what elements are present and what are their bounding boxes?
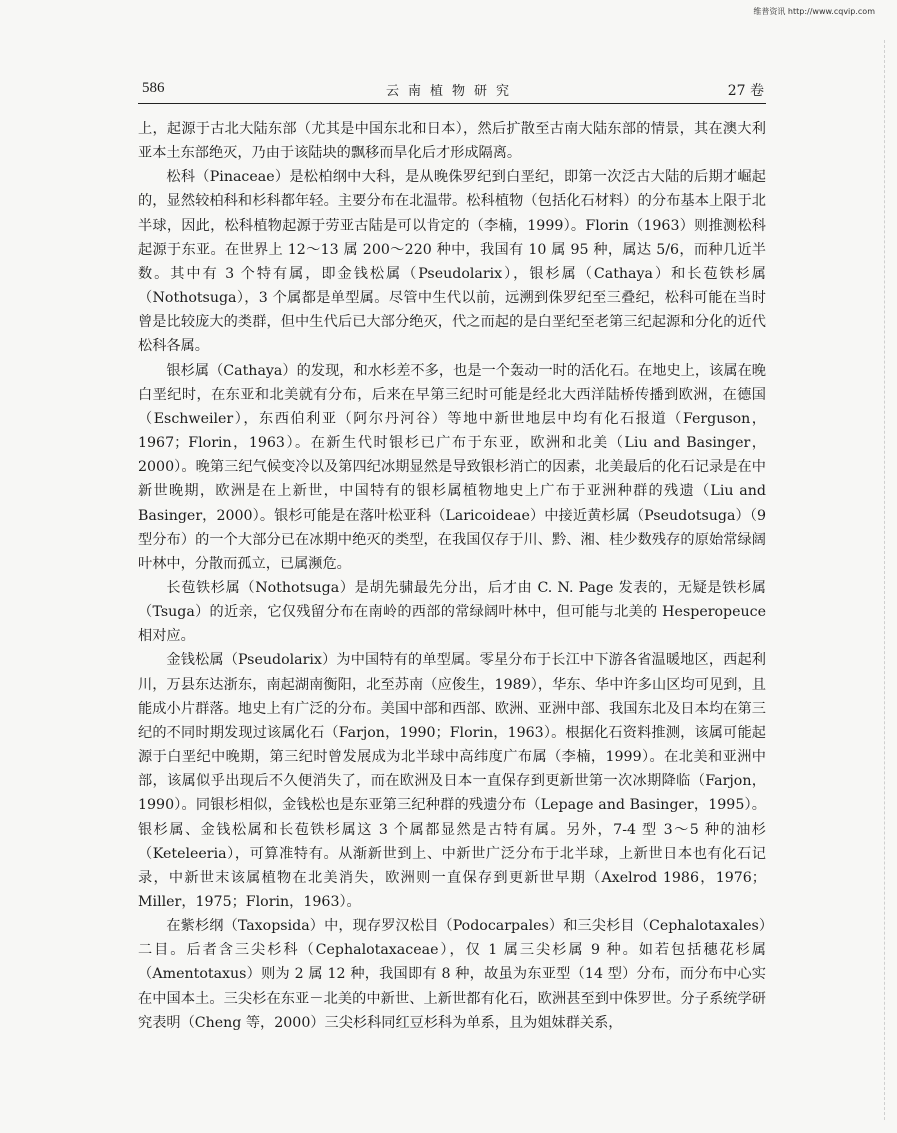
header-rule <box>138 103 766 104</box>
paragraph-cathaya: 银杉属（Cathaya）的发现，和水杉差不多，也是一个轰动一时的活化石。在地史上，该属在晚白垩纪时，在东亚和北美就有分布，后来在早第三纪时可能是经北大西洋陆桥传播到欧洲，在德国（Eschweiler），东西伯利亚（阿尔丹河谷）等地中新世地层中均有化石报道（Ferguson，1967；Florin，1963）。在新生代时银杉已广布于东亚，欧洲和北美（Liu and Basinger，2000）。晚第三纪气候变冷以及第四纪冰期显然是导致银杉消亡的因素，北美最后的化石记录是在中新世晚期，欧洲是在上新世，中国特有的银杉属植物地史上广布于亚洲种群的残遗（Liu and Basinger，2000）。银杉可能是在落叶松亚科（Laricoideae）中接近黄杉属（Pseudotsuga）（9 型分布）的一个大部分已在冰期中绝灭的类型，在我国仅存于川、黔、湘、桂少数残存的原始常绿阔叶林中，分散而孤立，已属濒危。 <box>138 362 766 572</box>
article-body <box>138 117 766 1035</box>
paragraph-nothotsuga: 长苞铁杉属（Nothotsuga）是胡先骕最先分出，后才由 C. N. Page 发表的，无疑是铁杉属（Tsuga）的近亲，它仅残留分布在南岭的西部的常绿阔叶林中，但可能与北美的 Hesperopeuce 相对应。 <box>138 579 766 645</box>
watermark: 维普资讯 http://www.cqvip.com <box>753 7 875 16</box>
paragraph-pseudolarix: 金钱松属（Pseudolarix）为中国特有的单型属。零星分布于长江中下游各省温暖地区，西起利川，万县东达浙东，南起湖南衡阳，北至苏南（应俊生，1989），华东、华中许多山区均可见到，且能成小片群落。地史上有广泛的分布。美国中部和西部、欧洲、亚洲中部、我国东北及日本均在第三纪的不同时期发现过该属化石（Farjon，1990；Florin，1963）。根据化石资料推测，该属可能起源于白垩纪中晚期，第三纪时曾发展成为北半球中高纬度广布属（李楠，1999）。在北美和亚洲中部，该属似乎出现后不久便消失了，而在欧洲及日本一直保存到更新世第一次冰期降临（Farjon，1990）。同银杉相似，金钱松也是东亚第三纪种群的残遗分布（Lepage and Basinger，1995）。银杉属、金钱松属和长苞铁杉属这 3 个属都显然是古特有属。另外，7-4 型 3～5 种的油杉（Keteleeria），可算准特有。从渐新世到上、中新世广泛分布于北半球，上新世日本也有化石记录，中新世末该属植物在北美消失，欧洲则一直保存到更新世早期（Axelrod 1986，1976；Miller，1975；Florin，1963）。 <box>138 652 766 910</box>
journal-title: 云南植物研究 <box>385 84 518 99</box>
scan-edge <box>884 40 886 1120</box>
paragraph-taxopsida: 在紫杉纲（Taxopsida）中，现存罗汉松目（Podocarpales）和三尖杉目（Cephalotaxales）二目。后者含三尖杉科（Cephalotaxaceae），仅 1 属三尖杉属 9 种。如若包括穗花杉属（Amentotaxus）则为 2 属 12 种，我国即有 8 种，故虽为东亚型（14 型）分布，而分布中心实在中国本土。三尖杉在东亚－北美的中新世、上新世都有化石，欧洲甚至到中侏罗世。分子系统学研究表明（Cheng 等，2000）三尖杉科同红豆杉科为单系，且为姐妹群关系， <box>138 918 766 1031</box>
paragraph-pinaceae: 松科（Pinaceae）是松柏纲中大科，是从晚侏罗纪到白垩纪，即第一次泛古大陆的后期才崛起的，显然较柏科和杉科都年轻。主要分布在北温带。松科植物（包括化石材料）的分布基本上限于北半球，因此，松科植物起源于劳亚古陆是可以肯定的（李楠，1999）。Florin（1963）则推测松科起源于东亚。在世界上 12～13 属 200～220 种中，我国有 10 属 95 种，属达 5/6，而种几近半数。其中有 3 个特有属，即金钱松属（Pseudolarix），银杉属（Cathaya）和长苞铁杉属（Nothotsuga），3 个属都是单型属。尽管中生代以前，远溯到侏罗纪至三叠纪，松科可能在当时曾是比较庞大的类群，但中生代后已大部分绝灭，代之而起的是白垩纪至老第三纪起源和分化的近代松科各属。 <box>138 169 766 355</box>
running-header <box>138 78 766 102</box>
page-number: 586 <box>142 80 165 96</box>
paragraph-continuation: 上，起源于古北大陆东部（尤其是中国东北和日本），然后扩散至古南大陆东部的情景，其在澳大利亚本土东部绝灭，乃由于该陆块的飘移而旱化后才形成隔离。 <box>138 121 766 162</box>
volume-label: 27 卷 <box>727 83 764 99</box>
